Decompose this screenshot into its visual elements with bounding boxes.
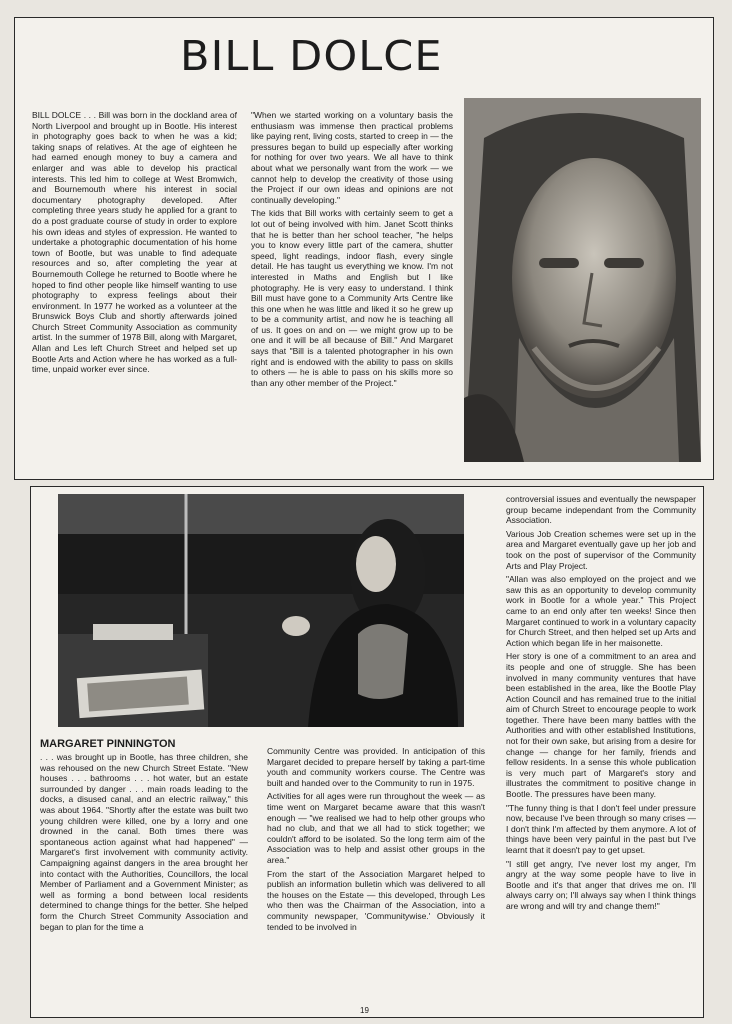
margaret-column-2 [267, 746, 485, 935]
margaret-text-2b: Activities for all ages were run throughout the week — as time went on Margaret became aware that this wasn't enough — "we realised we had to help other groups who had no club, and that we all had to stick together; we couldn't afford to be isolated. So the long term aim of the Association was to help and assist other groups in the area." [267, 791, 485, 865]
margaret-text-3a: controversial issues and eventually the newspaper group became independant from the Community Association. [506, 494, 696, 526]
margaret-text-3e: "The funny thing is that I don't feel under pressure now, because I've been through so many crises — I don't think I'm affected by them anymore. A lot of things have been very painful in the past but I've learnt that it doesn't pay to get upset. [506, 802, 696, 855]
page-number: 19 [360, 1006, 369, 1015]
margaret-column-1 [40, 752, 248, 935]
margaret-text-3f: "I still get angry, I've never lost my anger, I'm angry at the way some people have to live in Bootle and it's that anger that drives me on. I'll always carry on; I'll always say when I think things are wrong and will try and change them!" [506, 858, 696, 911]
bill-bio-text: BILL DOLCE . . . Bill was born in the dockland area of North Liverpool and brought up in Bootle. His interest in photography goes back to when he was a kid; taking snaps of relatives. At the age of eighteen he had earned enough money to buy a camera and enlarger and was able to develop his practical interests. This led him to college at West Bromwich, and Bournemouth where his interest in social documentary photography developed. After completing three years study he applied for a grant to do a post graduate course of study in order to explore his own ideas and styles of expression. He wanted to undertake a photographic documentation of his home town of Bootle, but was unable to find adequate resources and so, after completing the year at Bournemouth College he returned to Bootle where he hoped to find other people like himself wanting to use photography to express feelings about their environment. In 1977 he worked as a volunteer at the Brunswick Boys Club and shortly afterwards joined Church Street Community Association as community artist. In the summer of 1978 Bill, along with Margaret, Allan and Les left Church Street and helped set up Bootle Arts and Action where he has worked as a full-time, unpaid worker ever since. [32, 110, 237, 375]
bill-column-2 [251, 110, 453, 391]
margaret-column-3 [506, 494, 696, 915]
bearded-man-portrait [464, 98, 701, 462]
margaret-text-3b: Various Job Creation schemes were set up in the area and Margaret eventually gave up her job and took on the post of supervisor of the Community Arts and Play Project. [506, 528, 696, 571]
margaret-text-1: . . . was brought up in Bootle, has three children, she was rehoused on the new Church Street Estate. "New houses . . . bathrooms . . . hot water, but an estate surrounded by danger . . . main roads leading to the docks, a disused canal, and an electric railway," this was about 1964. "Shortly after the estate was built two young children were killed, one by a lorry and one drowned in the canal. Both times there was spontaneous action against what had happened" — Margaret's first involvement with community activity. Campaigning against dangers in the area brought her into contact with the Authorities, Councillors, the local Member of Parliament and a Government Minister; as well as forming a bond between local residents determined to change things for the better. She helped form the Church Street Community Association and began to plan for the time a [40, 752, 248, 932]
bill-portrait-photo [464, 98, 701, 462]
margaret-text-3c: "Allan was also employed on the project and we saw this as an opportunity to develop community work in Bootle for a whole year." This Project came to an end only after ten weeks! Since then Margaret continued to work in a voluntary capacity for Church Street, and then helped set up Arts and Action which began life in her maisonette. [506, 574, 696, 648]
margaret-text-2c: From the start of the Association Margaret helped to publish an information bulletin which was delivered to all the houses on the Estate — this developed, through Les who then was the Chairman of the Association, into a community newspaper, 'Communitywise.' Obviously it tended to be involved in [267, 868, 485, 932]
bill-column-1 [32, 110, 237, 378]
margaret-heading: MARGARET PINNINGTON [40, 738, 176, 750]
bill-kids-text: The kids that Bill works with certainly seem to get a lot out of being involved with him. Janet Scott thinks that he is better than her school teacher, "he helps you to know every little part of the camera, shutter speed, light readings, indoor flash, every single detail. He has taught us everything we know. I'm not interested in Maths and English but I like photography. He is very easy to understand. I think Bill must have gone to a Community Arts Centre like this one when he was little and liked it so he grew up to be a community artist, and now he is teaching all of us. It goes on and on — we might grow up to be one and it will be all because of Bill." And Margaret says that "Bill is a talented photographer in his own right and is endowed with the ability to pass on skills to others — he is able to pass on his skills more so than any other member of the Project." [251, 208, 453, 388]
bill-quote-text: "When we started working on a voluntary basis the enthusiasm was immense then practical problems like paying rent, living costs, started to creep in — the pressures began to build up especially after working for nothing for over two years. We all have to think about what we personally want from the work — we cannot help to develop the creativity of those using the Project if our own ideas and opinions are not continually developing." [251, 110, 453, 205]
page-title: BILL DOLCE [180, 32, 443, 80]
woman-seated-photo [58, 494, 464, 727]
margaret-text-3d: Her story is one of a commitment to an area and its people and one of struggle. She has been involved in many community ventures that have been established in the area, like the Bootle Play Action Council and has remained true to the initial aim of Church Street to encourage people to work together. There have been many battles with the Authorities and with other established Institutions, not for their own sake, but arising from a desire for change — change for her family, friends and fellow residents. In a sense this whole publication is very much part of Margaret's story and illustrates the commitment to positive change in Bootle. The pressures have been many. [506, 651, 696, 800]
margaret-text-2a: Community Centre was provided. In anticipation of this Margaret decided to prepare herself by taking a part-time youth and community workers course. The Centre was built and handed over to the Community to run in 1975. [267, 746, 485, 788]
margaret-photo [58, 494, 464, 727]
